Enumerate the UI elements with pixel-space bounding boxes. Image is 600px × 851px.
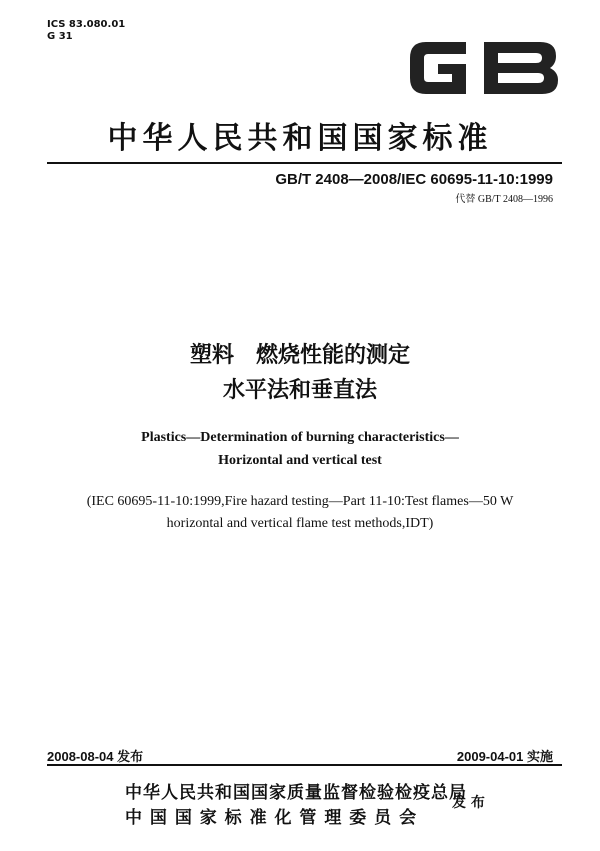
chinese-title-line1: 塑料 燃烧性能的测定 — [189, 343, 410, 368]
ics-code: ICS 83.080.01 — [47, 19, 126, 30]
english-title-line2: Horizontal and vertical test — [218, 453, 382, 468]
english-title-line1: Plastics—Determination of burning characteristics— — [141, 430, 459, 445]
effective-date: 2009-04-01 实施 — [456, 749, 553, 764]
reference-line2: horizontal and vertical flame test methods,IDT) — [166, 516, 434, 531]
reference-line1: (IEC 60695-11-10:1999,Fire hazard testing—Part 11-10:Test flames—50 W — [86, 494, 514, 509]
issued-label: 发 布 — [452, 795, 485, 811]
publish-date: 2008-08-04 发布 — [47, 749, 144, 764]
gb-logo-graphic — [404, 34, 564, 102]
chinese-title-line2: 水平法和垂直法 — [222, 378, 377, 403]
issuer-sac: 中 国 国 家 标 准 化 管 理 委 员 会 — [125, 808, 418, 828]
replaces-note: 代替 GB/T 2408—1996 — [455, 194, 553, 205]
gb-logo — [404, 34, 564, 102]
issuer-aqsiq: 中华人民共和国国家质量监督检验检疫总局 — [125, 783, 467, 803]
national-standard-title: 中华人民共和国国家标准 — [107, 121, 493, 156]
ics-classification — [47, 19, 125, 43]
header-divider — [47, 162, 562, 164]
ccs-code: G 31 — [47, 31, 73, 42]
footer-divider — [47, 764, 562, 766]
standard-code: GB/T 2408—2008/IEC 60695-11-10:1999 — [275, 171, 553, 188]
